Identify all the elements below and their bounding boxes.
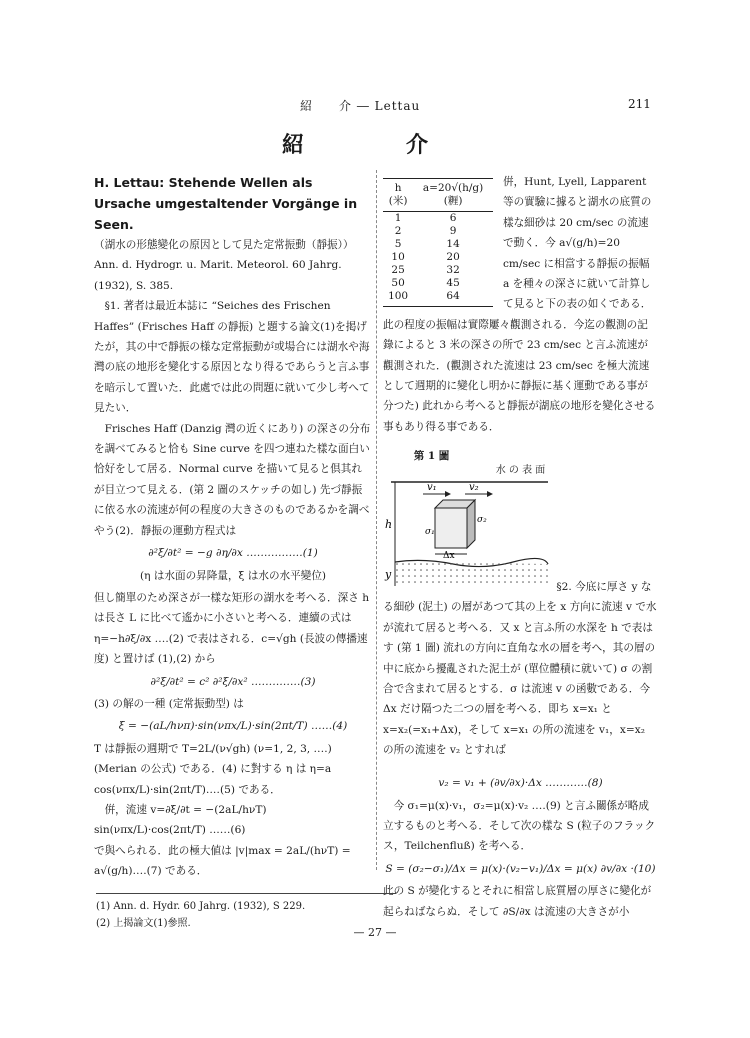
table-row <box>383 251 493 264</box>
footnote-2: (2) 上揭論文(1)參照. <box>96 918 191 929</box>
table-row <box>383 225 493 238</box>
equation-8: v₂ = v₁ + (∂v/∂x)·Δx ‥‥‥‥‥‥(8) <box>438 777 603 790</box>
table-cell-a: 20 <box>446 251 460 263</box>
table-cell-a: 9 <box>449 225 457 237</box>
table-cell-h: 50 <box>391 277 405 289</box>
paragraph: 但し簡單のため深さが一樣な矩形の湖水を考へる．深さ h は長さ L に比べて遙かに小さいと考へる．連續の式は η=−h∂ξ/∂x ‥‥(2) で表はされる．c=√gh (長波の傳播速度) と置けば (1),(2) から <box>94 591 370 666</box>
dx-label: Δx <box>443 550 455 561</box>
table-cell-h: 5 <box>394 238 402 250</box>
table-header-a: a=20√(h/g) (糎) <box>413 179 493 212</box>
paragraph: T は靜振の週期で T=2L/(ν√gh) (ν=1, 2, 3, ‥‥) (Merian の公式) である．(4) に對する η は η=a cos(νπx/L)·sin(2πt/T)‥‥(5) である． <box>94 742 332 796</box>
figure-subtitle: 水 の 表 面 <box>495 464 546 476</box>
table-cell-a: 32 <box>446 264 460 276</box>
table-row <box>383 290 493 307</box>
figure-diagram <box>383 478 553 590</box>
paragraph-text: §2. 今底に厚さ y なる細砂 (泥土) の層があつて其の上を x 方向に流速 v で水が流れて居ると考へる．又 x と言ふ所の水深を h で表はす (第 1 圖) 流れの方向に直角な水の層を考へ，其の層の中に底から擾亂された泥土が (單位體積に就いて) σ の割合で含まれて居るとする．σ は流速 v の函數である．今 Δx だけ隔つた二つの層を考へる．即ち x=x₁ と x=x₂(=x₁+Δx)，そして x=x₁ の所の流速を v₁，x=x₂ の所の流速を v₂ とすれば <box>383 580 657 757</box>
section-title: 紹 介 <box>281 132 468 158</box>
paragraph: で與へられる．此の極大値は |v|max = 2aL/(hνT) = a√(g/h)‥‥(7) である． <box>94 844 351 878</box>
y-label: y <box>385 567 392 581</box>
table-cell-a: 45 <box>446 277 460 289</box>
table-cell-h: 1 <box>394 212 402 224</box>
v1-arrowhead <box>445 491 451 497</box>
box-side <box>467 500 475 548</box>
table-cell-a: 64 <box>413 290 493 307</box>
equation-3: ∂²ξ/∂t² = c² ∂²ξ/∂x² ‥‥‥‥‥‥‥(3) <box>150 675 316 688</box>
paragraph: 此の S が變化するとそれに相當し底質層の厚さに變化が起らねばならぬ．そして ∂S/∂x は流速の大きさが小 <box>383 885 652 918</box>
paragraph: §1. 著者は最近本誌に “Seiches des Frischen Haffes” (Frisches Haff の靜振) と題する論文(1)を掲げたが，其の中で靜振の様な定常振動が或場合には湖水や海灣の底の地形を變化する原因となり得るであらうと言ふ事を暗示して置いた．此處では此の問題に就いて少し考へて見たい． <box>94 300 370 415</box>
table-row <box>383 238 493 251</box>
right-column <box>383 172 658 922</box>
running-head: 紹 介 ― Lettau <box>300 99 421 113</box>
paragraph: 今 σ₁=μ(x)·v₁，σ₂=μ(x)·v₂ ‥‥(9) と言ふ關係が略成立するものと考へる．そして次の樣な S (粒子のフラックス，Teilchenfluß) を考へる． <box>383 799 656 853</box>
table-cell-a: 14 <box>446 238 460 250</box>
sigma2-label: σ₂ <box>477 514 487 525</box>
sigma1-label: σ₁ <box>425 526 435 537</box>
table-cell-h: 25 <box>391 264 405 276</box>
column-divider <box>376 170 377 870</box>
sediment-layer <box>395 562 548 586</box>
article-subtitle: （湖水の形態變化の原因として見た定常振動（靜振））Ann. d. Hydrogr. u. Marit. Meteorol. 60 Jahrg. (1932), S. 385. <box>94 239 354 292</box>
h-label: h <box>385 517 393 531</box>
table-header-h: h (米) <box>383 179 413 212</box>
paragraph: Frisches Haff (Danzig 灣の近くにあり) の深さの分布を調べてみると恰も Sine curve を四つ連ねた樣な面白い恰好をして居る．Normal curve を描いて見ると倶其れが目立つて見える．(第 2 圖のスケッチの如し) 先づ靜振に依る水の流速が何の程度の大きさのものであるかを調べやう(2)．靜振の運動方程式は <box>94 422 371 537</box>
box-front <box>435 508 467 548</box>
paragraph: (3) の解の一種 (定常振動型) は <box>94 697 244 710</box>
v2-arrowhead <box>487 491 493 497</box>
equation-1: ∂²ξ/∂t² = −g ∂η/∂x ‥‥‥‥‥‥‥‥(1) <box>148 547 318 560</box>
v1-label: v₁ <box>427 481 437 493</box>
figure-title: 第 1 圖 <box>413 449 450 462</box>
table-cell-a: 6 <box>449 212 457 224</box>
table-cell-h: 100 <box>383 290 413 307</box>
article-heading: H. Lettau: Stehende Wellen als Ursache umgestaltender Vorgänge in Seen. <box>94 175 358 232</box>
footer-page-number: — 27 — <box>353 926 397 939</box>
paragraph: 倂，流速 v=∂ξ/∂t = −(2aL/hνT) sin(νπx/L)·cos(2πt/T) ‥‥‥(6) <box>94 803 267 837</box>
page-number: 211 <box>628 97 651 111</box>
table-row <box>383 277 493 290</box>
footnote-1: (1) Ann. d. Hydr. 60 Jahrg. (1932), S 229. <box>96 901 306 912</box>
paragraph-text: 倂，Hunt, Lyell, Lapparent 等の實驗に據ると湖水の底質の樣な細砂は 20 cm/sec の流速で動く．今 a√(g/h)=20 cm/sec に相當する靜振の振幅 a を種々の深さに就いて計算して見ると下の表の如くである．此の程度の振幅は實際屢々觀測される．今迄の觀測の記錄によると 3 米の深さの所で 23 cm/sec と言ふ流速が觀測された．(觀測された流速は 23 cm/sec を極大流速として週期的に變化し明かに靜振に基く運動である事が分つた) 此れから考へると靜振が湖底の地形を變化させる事もあり得る事である． <box>383 176 656 433</box>
table-cell-h: 10 <box>391 251 405 263</box>
equation-1-note: (η は水面の昇降量，ξ は水の水平變位) <box>139 569 327 582</box>
table-row <box>383 264 493 277</box>
table-row <box>383 212 493 226</box>
equation-4: ξ = −(aL/hνπ)·sin(νπx/L)·sin(2πt/T) ‥‥‥(4) <box>118 720 348 733</box>
left-column <box>94 172 372 882</box>
v2-label: v₂ <box>469 481 479 493</box>
equation-10: S = (σ₂−σ₁)/Δx = μ(x)·(v₂−v₁)/Δx = μ(x) ∂v/∂x ·(10) <box>385 862 656 875</box>
amplitude-table <box>383 178 493 307</box>
table-cell-h: 2 <box>394 225 402 237</box>
